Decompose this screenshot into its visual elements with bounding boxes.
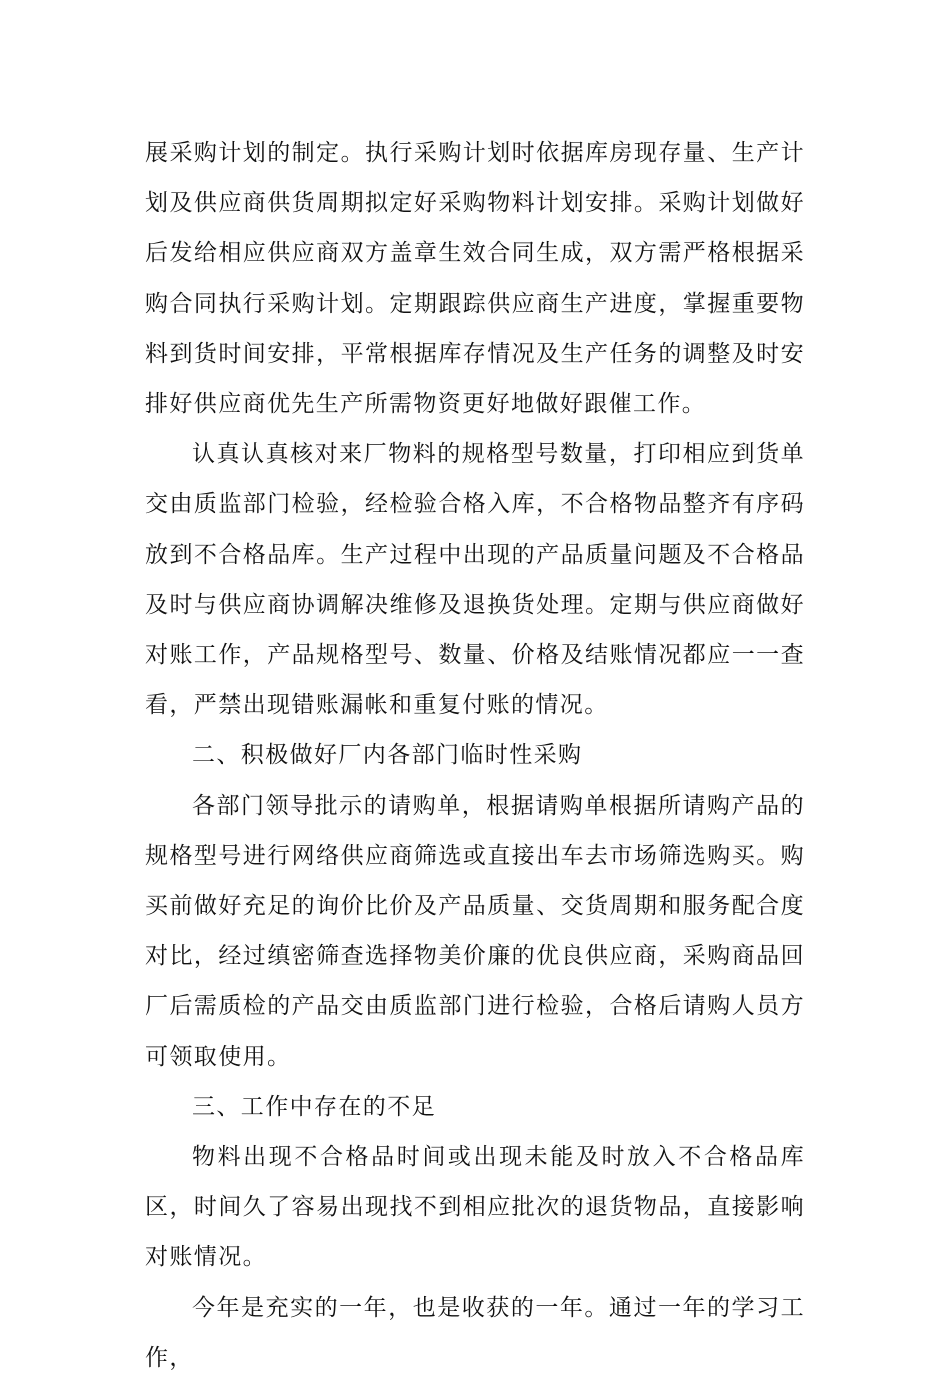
paragraph-department-requisition: 各部门领导批示的请购单，根据请购单根据所请购产品的规格型号进行网络供应商筛选或直接出车去市场筛选购买。购买前做好充足的询价比价及产品质量、交货周期和服务配合度对比，经过缜密筛查选择物美价廉的优良供应商，采购商品回厂后需质检的产品交由质监部门进行检验，合格后请购人员方可领取使用。 — [145, 792, 805, 1070]
paragraph-shortcomings: 物料出现不合格品时间或出现未能及时放入不合格品库区，时间久了容易出现找不到相应批次的退货物品，直接影响对账情况。 — [145, 1144, 805, 1271]
section-heading-temporary-purchasing: 二、积极做好厂内各部门临时性采购 — [192, 742, 583, 769]
section-heading-shortcomings: 三、工作中存在的不足 — [192, 1093, 436, 1120]
paragraph-continuation: 展采购计划的制定。执行采购计划时依据库房现存量、生产计划及供应商供货周期拟定好采购物料计划安排。采购计划做好后发给相应供应商双方盖章生效合同生成，双方需严格根据采购合同执行采购计划。定期跟踪供应商生产进度，掌握重要物料到货时间安排，平常根据库存情况及生产任务的调整及时安排好供应商优先生产所需物资更好地做好跟催工作。 — [145, 140, 805, 418]
document-body — [145, 128, 805, 1383]
paragraph-material-inspection: 认真认真核对来厂物料的规格型号数量，打印相应到货单交由质监部门检验，经检验合格入库，不合格物品整齐有序码放到不合格品库。生产过程中出现的产品质量问题及不合格品及时与供应商协调解决维修及退换货处理。定期与供应商做好对账工作，产品规格型号、数量、价格及结账情况都应一一查看，严禁出现错账漏帐和重复付账的情况。 — [145, 441, 805, 719]
paragraph-year-summary: 今年是充实的一年，也是收获的一年。通过一年的学习工作， — [145, 1294, 805, 1371]
